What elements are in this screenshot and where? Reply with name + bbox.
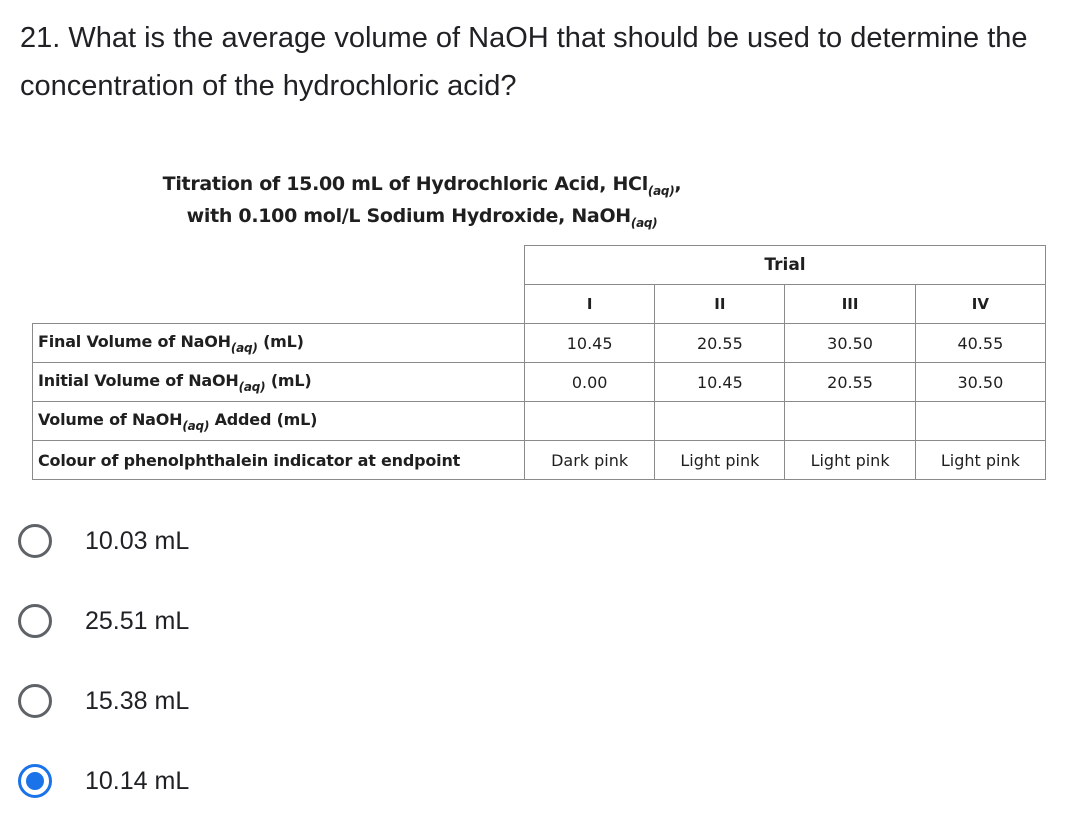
row-label-text: Final Volume of NaOH	[38, 331, 231, 351]
radio-unchecked-icon[interactable]	[18, 684, 52, 718]
table-title-line-2-subscript: (aq)	[630, 216, 658, 230]
answer-options	[18, 516, 418, 836]
table-title-line-1-comma: ,	[674, 173, 682, 195]
row-label-text: Colour of phenolphthalein indicator at endpoint	[38, 450, 461, 470]
row-label-unit: (mL)	[257, 331, 304, 351]
table-cell: 10.45	[525, 324, 655, 363]
table-cell: 10.45	[655, 363, 785, 402]
row-label-indicator-colour	[33, 441, 525, 480]
row-label-subscript: (aq)	[230, 340, 258, 355]
table-cell: 30.50	[785, 324, 915, 363]
row-label-unit: Added (mL)	[209, 409, 318, 429]
row-label-text: Volume of NaOH	[38, 409, 183, 429]
answer-option-1[interactable]	[18, 516, 418, 596]
table-row-final-volume	[33, 324, 1046, 363]
table-cell: Light pink	[655, 441, 785, 480]
table-cell: 40.55	[915, 324, 1045, 363]
row-label-final-volume	[33, 324, 525, 363]
trial-header-row	[33, 246, 1046, 285]
trial-number-2: II	[655, 285, 785, 324]
radio-checked-icon[interactable]	[18, 764, 52, 798]
table-cell	[915, 402, 1045, 441]
table-cell: Light pink	[915, 441, 1045, 480]
table-title-line-1	[22, 173, 822, 198]
table-cell: 0.00	[525, 363, 655, 402]
table-title-line-1-subscript: (aq)	[647, 184, 675, 198]
table-cell	[655, 402, 785, 441]
question-text: 21. What is the average volume of NaOH that should be used to determine the concentration of the hydrochloric acid?	[20, 22, 1028, 102]
table-cell: 20.55	[655, 324, 785, 363]
answer-option-3[interactable]	[18, 676, 418, 756]
row-label-unit: (mL)	[265, 370, 312, 390]
row-label-subscript: (aq)	[182, 418, 210, 433]
table-corner-blank	[33, 246, 525, 285]
trial-header: Trial	[525, 246, 1046, 285]
answer-option-label[interactable]: 25.51 mL	[85, 607, 190, 635]
table-cell	[785, 402, 915, 441]
table-cell: Dark pink	[525, 441, 655, 480]
row-label-initial-volume	[33, 363, 525, 402]
titration-table-image	[22, 165, 1046, 495]
table-cell: Light pink	[785, 441, 915, 480]
table-cell	[525, 402, 655, 441]
row-label-text: Initial Volume of NaOH	[38, 370, 239, 390]
answer-option-2[interactable]	[18, 596, 418, 676]
answer-option-label[interactable]: 10.03 mL	[85, 527, 190, 555]
trial-number-1: I	[525, 285, 655, 324]
trial-number-3: III	[785, 285, 915, 324]
table-title-line-1-text: Titration of 15.00 mL of Hydrochloric Acid, HCl	[162, 173, 648, 195]
row-label-subscript: (aq)	[238, 379, 266, 394]
answer-option-label[interactable]: 15.38 mL	[85, 687, 190, 715]
answer-option-4[interactable]	[18, 756, 418, 836]
table-cell: 20.55	[785, 363, 915, 402]
table-title-line-2-text: with 0.100 mol/L Sodium Hydroxide, NaOH	[186, 205, 631, 227]
table-cell: 30.50	[915, 363, 1045, 402]
table-row-volume-added	[33, 402, 1046, 441]
radio-unchecked-icon[interactable]	[18, 604, 52, 638]
table-title-line-2	[22, 205, 822, 230]
trial-number-4: IV	[915, 285, 1045, 324]
table-corner-blank	[33, 285, 525, 324]
radio-unchecked-icon[interactable]	[18, 524, 52, 558]
answer-option-label[interactable]: 10.14 mL	[85, 767, 190, 795]
table-row-indicator-colour	[33, 441, 1046, 480]
table-row-initial-volume	[33, 363, 1046, 402]
trial-number-row	[33, 285, 1046, 324]
titration-table	[32, 245, 1046, 480]
row-label-volume-added	[33, 402, 525, 441]
